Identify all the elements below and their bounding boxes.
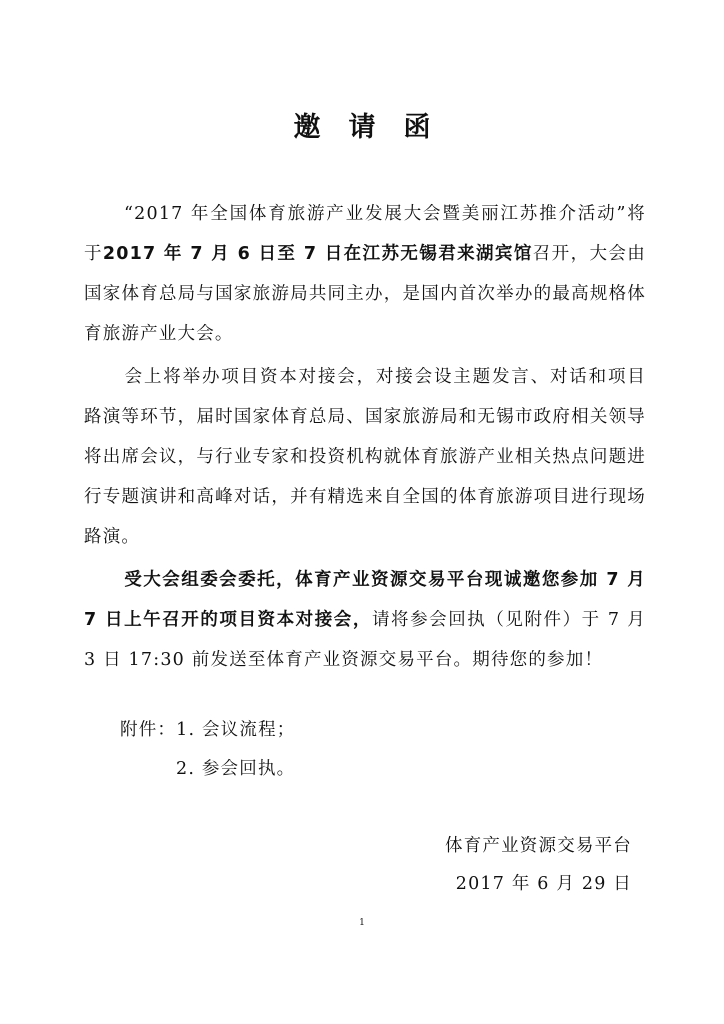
paragraph-intro-text: “2017 年全国体育旅游产业发展大会暨美丽江苏推介活动”将于 [84,204,646,264]
paragraph-intro-bold: 2017 年 7 月 6 日至 7 日在江苏无锡君来湖宾馆 [102,244,533,264]
paragraph-invitation-bold: 受大会组委会委托，体育产业资源交易平台现诚邀您参加 7 月 7 日上午召开的项目资本对接会， [84,570,646,630]
paragraph-details [84,357,646,557]
attachment-item-2: 2. 参会回执。 [176,759,296,779]
paragraph-intro-text-continued: 召开，大会由国家体育总局与国家旅游局共同主办，是国内首次举办的最高规格体育旅游产业大会。 [84,244,647,344]
signer-organization: 体育产业资源交易平台 [445,836,632,856]
attachments-line-1 [120,710,295,750]
paragraph-invitation [84,560,646,680]
attachment-item-1: 1. 会议流程； [176,720,296,740]
paragraph-details-text: 会上将举办项目资本对接会，对接会设主题发言、对话和项目路演等环节，届时国家体育总局、国家旅游局和无锡市政府相关领导将出席会议，与行业专家和投资机构就体育旅游产业相关热点问题进行专题演讲和高峰对话，并有精选来自全国的体育旅游项目进行现场路演。 [84,367,646,547]
page-number: 1 [359,918,365,928]
paragraph-intro [84,194,646,354]
document-title: 邀请函 [293,112,459,143]
signature-date: 2017 年 6 月 29 日 [455,874,632,894]
attachments-label: 附件： [120,720,177,740]
paragraph-invitation-text: 请将参会回执（见附件）于 7 月 3 日 17:30 前发送至体育产业资源交易平台。期待您的参加！ [84,610,646,670]
